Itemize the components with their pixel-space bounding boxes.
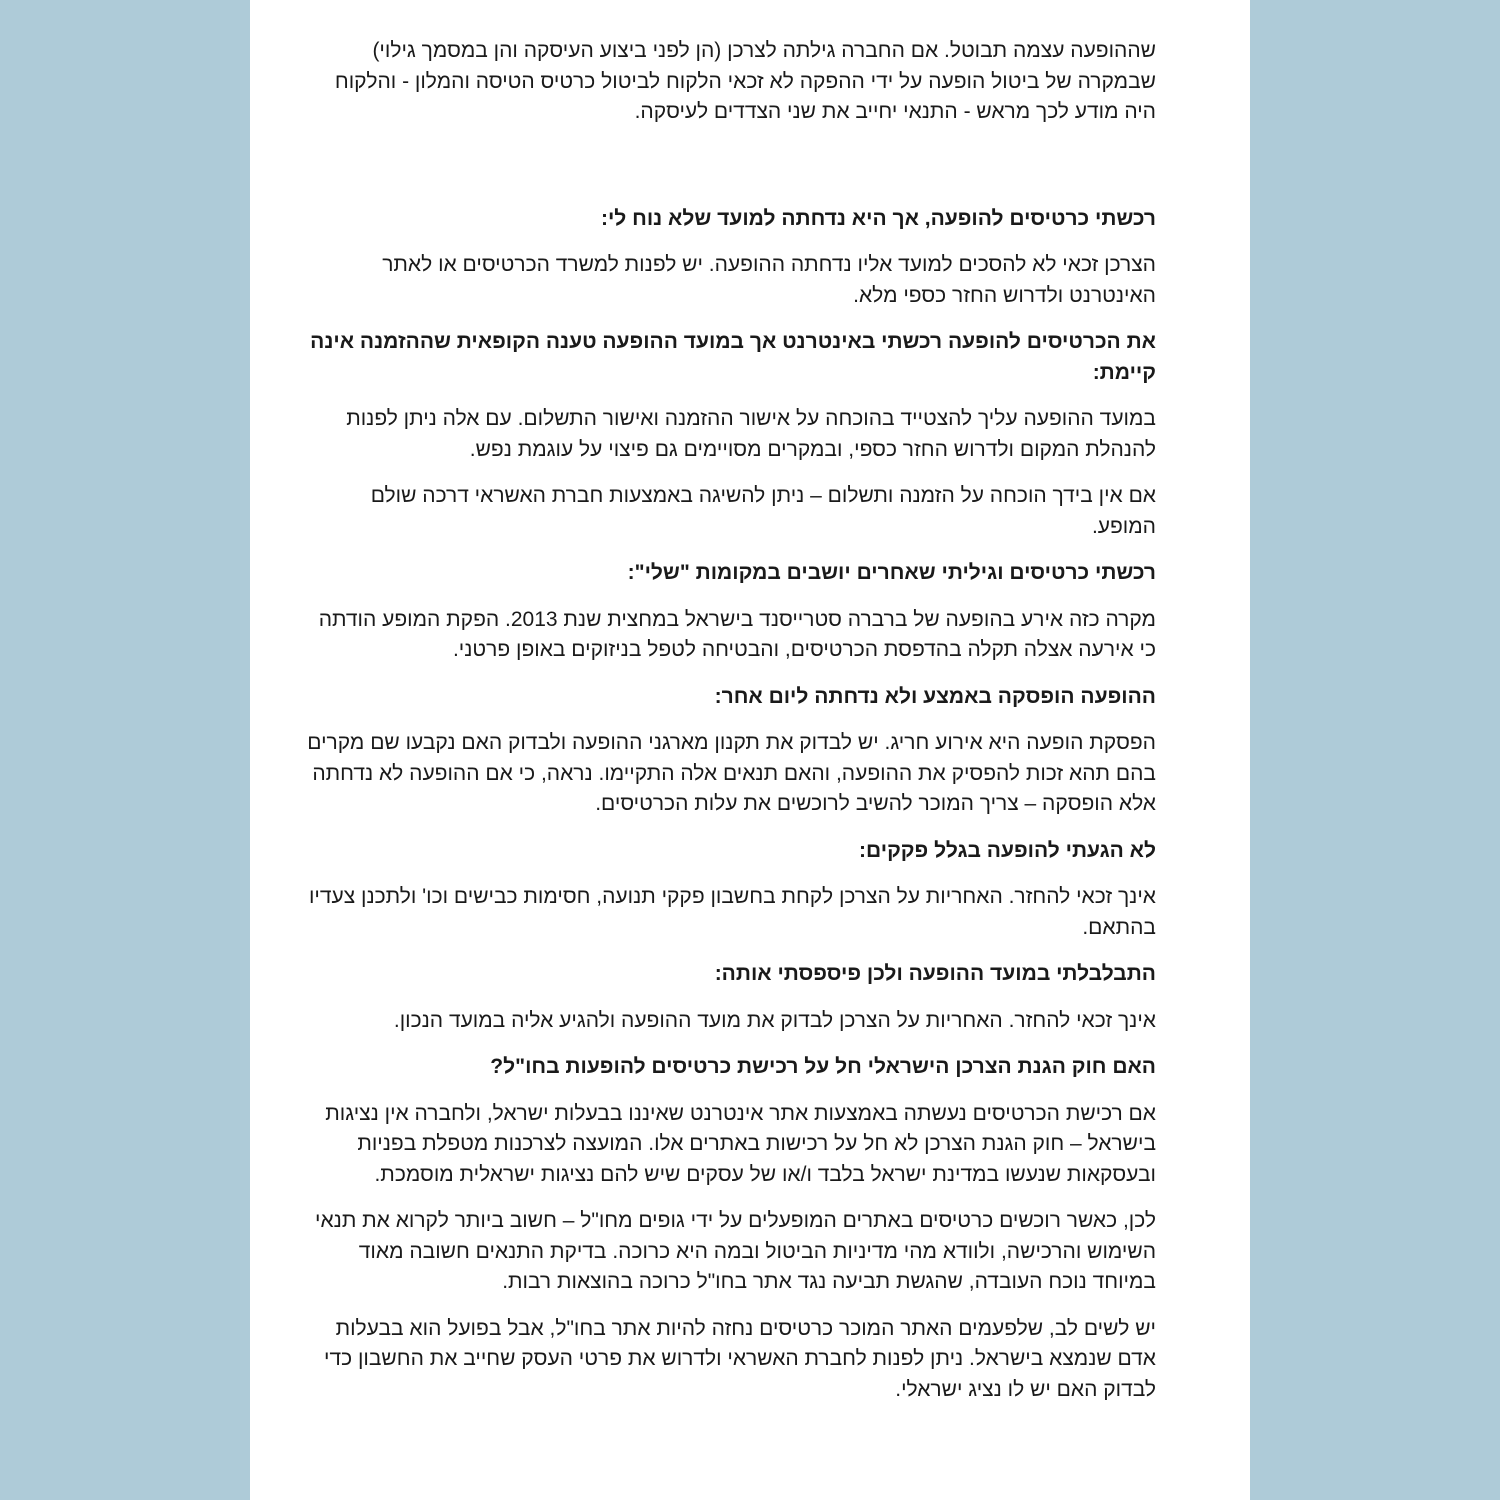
- paragraph: אם רכישת הכרטיסים נעשתה באמצעות אתר אינטרנט שאיננו בבעלות ישראל, ולחברה אין נציגות בישראל – חוק הגנת הצרכן לא חל על רכישות באתרים אלו. המועצה לצרכנות מטפלת בפניות ובעסקאות שנעשו במדינת ישראל בלבד ו/או של עסקים שיש להם נציגות ישראלית מוסמכת.: [325, 1101, 1156, 1186]
- paragraph: הפסקת הופעה היא אירוע חריג. יש לבדוק את תקנון מארגני ההופעה ולבדוק האם נקבעו שם מקרים בהם תהא זכות להפסיק את ההופעה, והאם תנאים אלה התקיימו. נראה, כי אם ההופעה לא נדחתה אלא הופסקה – צריך המוכר להשיב לרוכשים את עלות הכרטיסים.: [307, 731, 1156, 815]
- document-body: [302, 36, 1156, 1405]
- document-page: [250, 0, 1250, 1500]
- paragraph: במועד ההופעה עליך להצטייד בהוכחה על אישור ההזמנה ואישור התשלום. עם אלה ניתן לפנות להנהלת המקום ולדרוש החזר כספי, ובמקרים מסויימים גם פיצוי על עוגמת נפש.: [346, 407, 1156, 461]
- paragraph: אינך זכאי להחזר. האחריות על הצרכן לבדוק את מועד ההופעה ולהגיע אליה במועד הנכון.: [393, 1008, 1156, 1032]
- paragraph: שההופעה עצמה תבוטל. אם החברה גילתה לצרכן (הן לפני ביצוע העיסקה והן במסמך גילוי) שבמקרה של ביטול הופעה על ידי ההפקה לא זכאי הלקוח לביטול כרטיס הטיסה והמלון - והלקוח היה מודע לכך מראש - התנאי יחייב את שני הצדדים לעיסקה.: [334, 39, 1156, 123]
- paragraph: יש לשים לב, שלפעמים האתר המוכר כרטיסים נחזה להיות אתר בחו"ל, אבל בפועל הוא בבעלות אדם שנמצא בישראל. ניתן לפנות לחברת האשראי ולדרוש את פרטי העסק שחייב את החשבון כדי לבדוק האם יש לו נציג ישראלי.: [324, 1316, 1156, 1401]
- section-heading: התבלבלתי במועד ההופעה ולכן פיספסתי אותה:: [714, 962, 1156, 985]
- paragraph: לכן, כאשר רוכשים כרטיסים באתרים המופעלים על ידי גופים מחו"ל – חשוב ביותר לקרוא את תנאי השימוש והרכישה, ולוודא מהי מדיניות הביטול ובמה היא כרוכה. בדיקת התנאים חשובה מאוד במיוחד נוכח העובדה, שהגשת תביעה נגד אתר בחו"ל כרוכה בהוצאות רבות.: [315, 1209, 1156, 1293]
- section-heading: ההופעה הופסקה באמצע ולא נדחתה ליום אחר:: [714, 684, 1156, 708]
- section-heading: רכשתי כרטיסים להופעה, אך היא נדחתה למועד שלא נוח לי:: [600, 206, 1156, 230]
- section-heading: את הכרטיסים להופעה רכשתי באינטרנט אך במועד ההופעה טענה הקופאית שההזמנה אינה קיימת:: [310, 330, 1156, 384]
- section-heading: לא הגעתי להופעה בגלל פקקים:: [859, 838, 1156, 862]
- paragraph: הצרכן זכאי לא להסכים למועד אליו נדחתה ההופעה. יש לפנות למשרד הכרטיסים או לאתר האינטרנט ולדרוש החזר כספי מלא.: [382, 253, 1156, 307]
- paragraph: אינך זכאי להחזר. האחריות על הצרכן לקחת בחשבון פקקי תנועה, חסימות כבישים וכו' ולתכנן צעדיו בהתאם.: [308, 885, 1156, 939]
- paragraph: אם אין בידך הוכחה על הזמנה ותשלום – ניתן להשיגה באמצעות חברת האשראי דרכה שולם המופע.: [370, 484, 1156, 538]
- paragraph: מקרה כזה אירע בהופעה של ברברה סטרייסנד בישראל במחצית שנת 2013. הפקת המופע הודתה כי אירעה אצלה תקלה בהדפסת הכרטיסים, והבטיחה לטפל בניזוקים באופן פרטני.: [318, 607, 1156, 661]
- section-heading: רכשתי כרטיסים וגיליתי שאחרים יושבים במקומות "שלי":: [627, 561, 1156, 584]
- section-heading: האם חוק הגנת הצרכן הישראלי חל על רכישת כרטיסים להופעות בחו"ל?: [490, 1055, 1156, 1078]
